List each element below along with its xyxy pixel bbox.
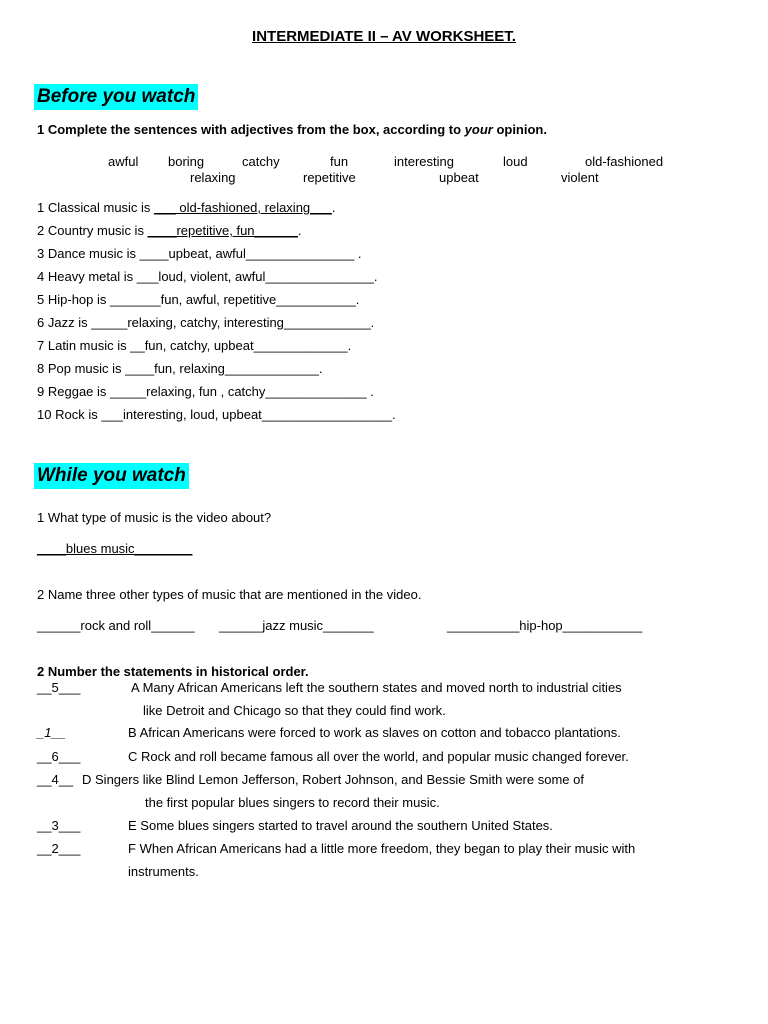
list-item xyxy=(37,361,323,376)
list-item xyxy=(37,292,359,307)
adjective-word: relaxing xyxy=(190,170,236,185)
statement-text xyxy=(128,725,621,740)
adjective-word: upbeat xyxy=(439,170,479,185)
statement-letter: E xyxy=(128,818,137,833)
adjective-word: repetitive xyxy=(303,170,356,185)
statement-body: African Americans were forced to work as slaves on cotton and tobacco plantations. xyxy=(139,725,621,740)
item-answer: _____relaxing, catchy, interesting____________ xyxy=(91,315,371,330)
statement-body: Many African Americans left the southern states and moved north to industrial cities xyxy=(142,680,622,695)
item-text: Reggae is xyxy=(47,384,111,399)
question-2: 2 Name three other types of music that are mentioned in the video. xyxy=(37,587,422,602)
adjective-word: awful xyxy=(108,154,139,169)
item-number: 9 xyxy=(37,384,45,399)
statement-body: Rock and roll became famous all over the world, and popular music changed forever. xyxy=(141,749,629,764)
item-text: Dance music is xyxy=(47,246,140,261)
answer-2-item: ______rock and roll______ xyxy=(37,618,195,633)
item-answer: ____repetitive, fun______ xyxy=(147,223,298,238)
item-number: 5 xyxy=(37,292,45,307)
item-end: . xyxy=(297,223,302,238)
answer-2-item: ______jazz music_______ xyxy=(219,618,374,633)
statement-letter: B xyxy=(128,725,137,740)
before-you-watch-heading: Before you watch xyxy=(34,84,198,110)
statement-text xyxy=(128,818,553,833)
list-item xyxy=(37,338,351,353)
item-number: 4 xyxy=(37,269,45,284)
instruction-text: 1 Complete the sentences with adjectives from the box, according to xyxy=(37,122,465,137)
item-answer: __fun, catchy, upbeat_____________ xyxy=(130,338,348,353)
statement-number: __4__ xyxy=(37,772,74,787)
item-text: Heavy metal is xyxy=(47,269,137,284)
statement-number: __3___ xyxy=(37,818,81,833)
item-number: 10 xyxy=(37,407,52,422)
item-answer: ___interesting, loud, upbeat__________________ xyxy=(101,407,392,422)
adjective-word: boring xyxy=(168,154,205,169)
item-text: Rock is xyxy=(55,407,102,422)
while-you-watch-heading: While you watch xyxy=(34,463,189,489)
list-item xyxy=(37,384,374,399)
item-text: Classical music is xyxy=(47,200,155,215)
item-end: . xyxy=(391,407,396,422)
item-number: 7 xyxy=(37,338,45,353)
statement-continuation: instruments. xyxy=(128,864,199,879)
answer-2-item: __________hip-hop___________ xyxy=(447,618,643,633)
adjective-word: violent xyxy=(561,170,599,185)
adjective-word: loud xyxy=(503,154,528,169)
list-item xyxy=(37,223,302,238)
statement-number: _1__ xyxy=(37,725,66,740)
item-end: . xyxy=(366,384,374,399)
item-number: 1 xyxy=(37,200,45,215)
list-item xyxy=(37,269,377,284)
statement-letter: F xyxy=(128,841,136,856)
worksheet-title: INTERMEDIATE II – AV WORKSHEET. xyxy=(252,28,516,45)
instruction-emphasis: your xyxy=(464,122,493,137)
item-end: . xyxy=(347,338,352,353)
item-end: . xyxy=(370,315,375,330)
list-item xyxy=(37,315,374,330)
item-text: Jazz is xyxy=(47,315,92,330)
question-3: 2 Number the statements in historical order. xyxy=(37,664,309,679)
item-end: . xyxy=(373,269,378,284)
item-answer: ___loud, violent, awful_______________ xyxy=(136,269,374,284)
item-end: . xyxy=(354,246,362,261)
instruction-text-end: opinion. xyxy=(492,122,547,137)
item-text: Pop music is xyxy=(47,361,126,376)
answer-1: ____blues music________ xyxy=(37,541,193,556)
list-item xyxy=(37,246,362,261)
statement-continuation: the first popular blues singers to record their music. xyxy=(145,795,440,810)
statement-number: __6___ xyxy=(37,749,81,764)
adjective-word: catchy xyxy=(242,154,280,169)
item-answer: ___ old-fashioned, relaxing___ xyxy=(154,200,332,215)
statement-number: __2___ xyxy=(37,841,81,856)
list-item xyxy=(37,200,335,215)
item-answer: ____fun, relaxing_____________ xyxy=(125,361,319,376)
item-answer: _______fun, awful, repetitive___________ xyxy=(110,292,356,307)
statement-number: __5___ xyxy=(37,680,81,695)
item-number: 2 xyxy=(37,223,45,238)
item-end: . xyxy=(331,200,336,215)
statement-body: When African Americans had a little more freedom, they began to play their music with xyxy=(139,841,636,856)
item-end: . xyxy=(318,361,323,376)
item-number: 3 xyxy=(37,246,45,261)
item-text: Latin music is xyxy=(47,338,131,353)
item-end: . xyxy=(355,292,360,307)
statement-text xyxy=(128,749,629,764)
before-instruction xyxy=(37,122,547,137)
statement-text xyxy=(82,772,584,787)
statement-text xyxy=(131,680,622,695)
statement-body: Some blues singers started to travel around the southern United States. xyxy=(140,818,553,833)
item-answer: ____upbeat, awful_______________ xyxy=(139,246,355,261)
statement-body: Singers like Blind Lemon Jefferson, Robert Johnson, and Bessie Smith were some of xyxy=(95,772,584,787)
statement-continuation: like Detroit and Chicago so that they could find work. xyxy=(143,703,446,718)
statement-letter: D xyxy=(82,772,92,787)
statement-letter: C xyxy=(128,749,138,764)
item-answer: _____relaxing, fun , catchy______________ xyxy=(110,384,367,399)
statement-text xyxy=(128,841,635,856)
item-number: 6 xyxy=(37,315,45,330)
item-text: Hip-hop is xyxy=(47,292,110,307)
adjective-word: interesting xyxy=(394,154,454,169)
item-number: 8 xyxy=(37,361,45,376)
adjective-word: old-fashioned xyxy=(585,154,664,169)
list-item xyxy=(37,407,396,422)
statement-letter: A xyxy=(131,680,139,695)
question-1: 1 What type of music is the video about? xyxy=(37,510,272,525)
item-text: Country music is xyxy=(47,223,148,238)
adjective-word: fun xyxy=(330,154,349,169)
